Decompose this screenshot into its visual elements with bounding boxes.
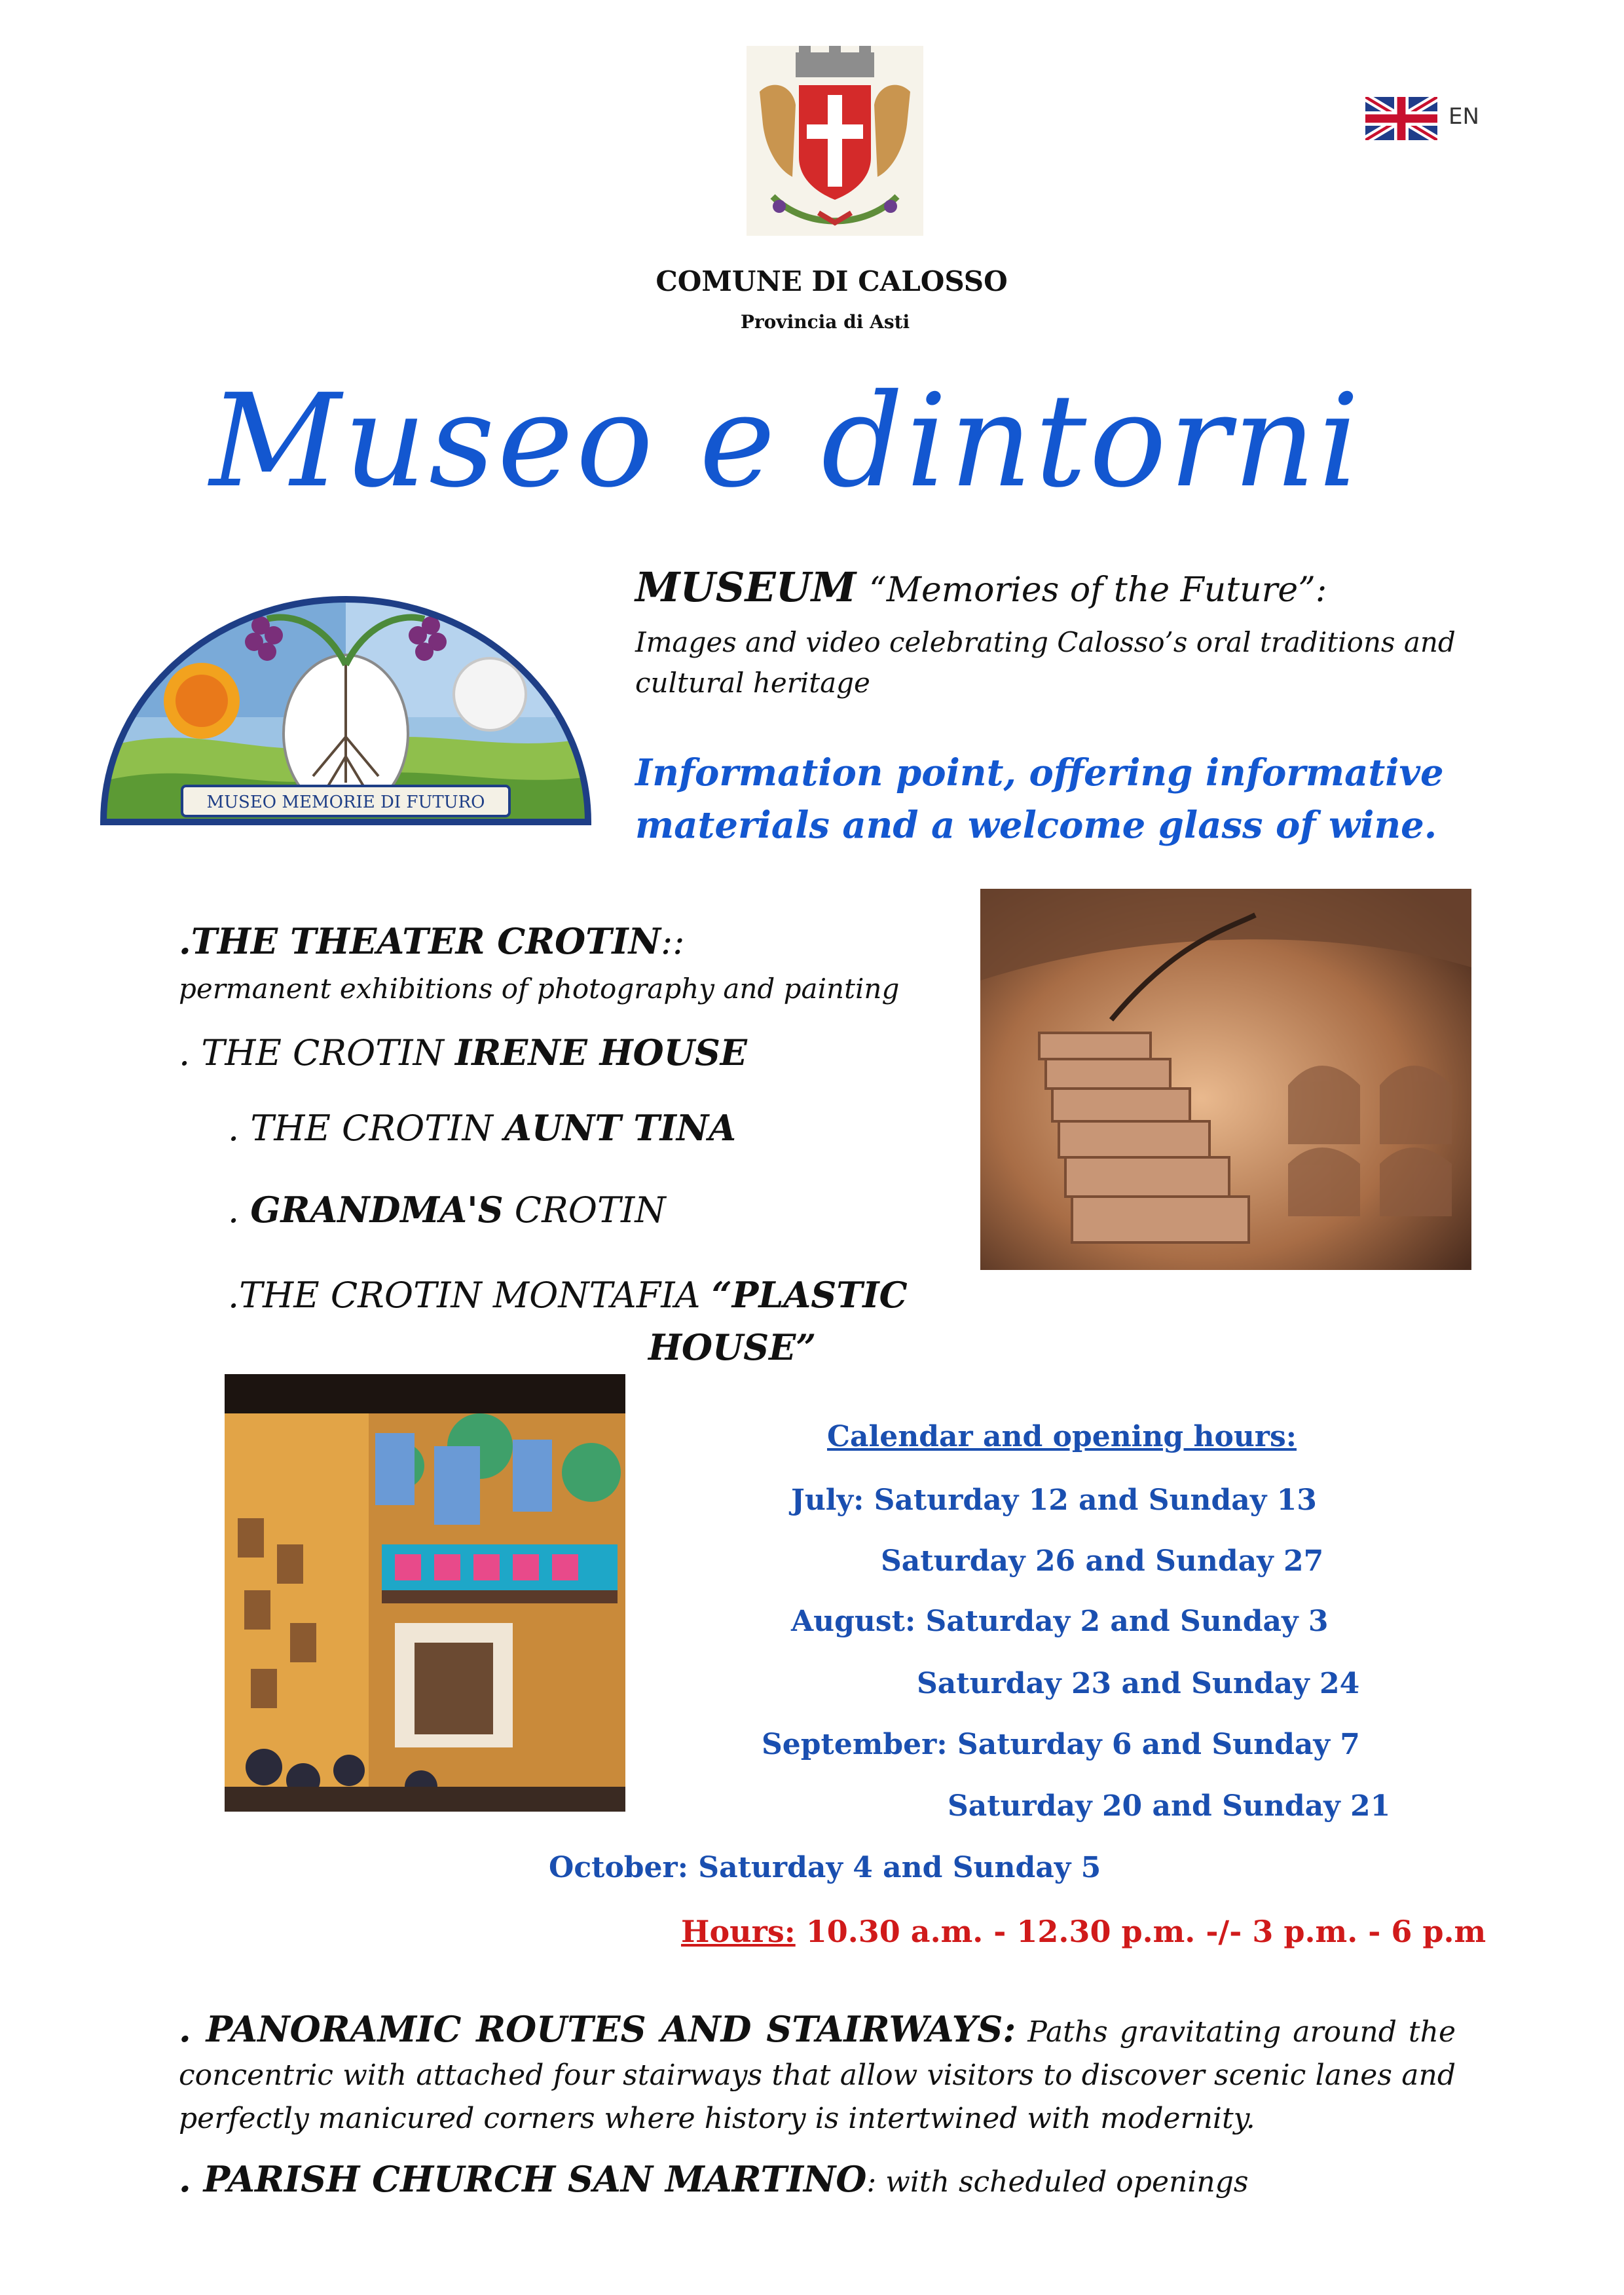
municipality-name: COMUNE DI CALOSSO: [655, 265, 1008, 297]
theater-crotin-heading: [179, 920, 684, 962]
museum-logo: [97, 586, 595, 829]
parish-church: [179, 2158, 1249, 2200]
uk-flag-icon[interactable]: [1365, 97, 1437, 140]
calendar-title: Calendar and opening hours:: [827, 1420, 1297, 1453]
calendar-line: August: Saturday 2 and Sunday 3: [791, 1605, 1329, 1638]
calendar-line: September: Saturday 6 and Sunday 7: [762, 1728, 1360, 1761]
hours-label: Hours:: [681, 1914, 796, 1949]
crotin-tina-name: AUNT TINA: [504, 1107, 737, 1149]
coat-of-arms: [747, 46, 923, 236]
crotin-irene-house: [179, 1032, 747, 1073]
crotin-irene-prefix: . THE CROTIN: [179, 1032, 456, 1073]
calendar-line: October: Saturday 4 and Sunday 5: [549, 1851, 1101, 1884]
museum-description: Images and video celebrating Calosso’s oral traditions and cultural heritage: [635, 626, 1456, 699]
plastic-house-photo: [225, 1374, 625, 1812]
crotin-grandma: [228, 1189, 666, 1231]
crotin-montafia-name-1: “PLASTIC: [711, 1274, 908, 1316]
crotin-montafia: [228, 1274, 908, 1316]
language-label[interactable]: EN: [1449, 103, 1479, 130]
crotin-tina-prefix: . THE CROTIN: [228, 1108, 505, 1149]
museum-subtitle: “Memories of the Future”:: [869, 570, 1327, 610]
crotin-irene-name: IRENE HOUSE: [455, 1032, 747, 1073]
calendar-line: Saturday 20 and Sunday 21: [948, 1789, 1391, 1823]
routes-text: Paths gravitating around the concentric with attached four stairways that allow visitors to discover scenic lanes and perfectly manicured corners where history is intertwined with modernity.: [179, 2015, 1456, 2135]
calendar-line: July: Saturday 12 and Sunday 13: [791, 1483, 1317, 1517]
church-text: : with scheduled openings: [866, 2165, 1249, 2199]
crotin-grandma-name: GRANDMA'S: [250, 1189, 504, 1231]
museum-logo-text: MUSEO MEMORIE DI FUTURO: [206, 793, 485, 812]
cellar-stairs-photo: [980, 889, 1471, 1270]
calendar-line: Saturday 26 and Sunday 27: [881, 1544, 1324, 1578]
crotin-aunt-tina: [228, 1107, 736, 1149]
calendar-line: Saturday 23 and Sunday 24: [917, 1667, 1360, 1700]
opening-hours: [681, 1914, 1486, 1949]
crotin-grandma-prefix: .: [228, 1189, 251, 1231]
museum-title: MUSEUM: [635, 563, 857, 611]
crotin-montafia-prefix: .THE CROTIN MONTAFIA: [228, 1275, 712, 1316]
theater-crotin-suffix: ::: [661, 921, 685, 962]
crotin-montafia-name-2: HOUSE”: [648, 1326, 817, 1368]
church-heading: . PARISH CHURCH SAN MARTINO: [179, 2158, 867, 2200]
hours-value: 10.30 a.m. - 12.30 p.m. -/- 3 p.m. - 6 p.m: [795, 1914, 1486, 1949]
museum-heading: [635, 563, 1327, 611]
panoramic-routes: [179, 2007, 1456, 2140]
page-title: Museo e dintorni: [210, 367, 1362, 516]
province-name: Provincia di Asti: [740, 311, 910, 333]
routes-heading: . PANORAMIC ROUTES AND STAIRWAYS:: [179, 2008, 1016, 2050]
theater-crotin-label: .THE THEATER CROTIN: [179, 920, 661, 962]
crotin-grandma-suffix: CROTIN: [503, 1189, 666, 1231]
theater-crotin-description: permanent exhibitions of photography and painting: [179, 973, 900, 1005]
crotin-montafia-line-2: [648, 1326, 816, 1368]
info-point-text: Information point, offering informative materials and a welcome glass of wine.: [635, 751, 1444, 847]
